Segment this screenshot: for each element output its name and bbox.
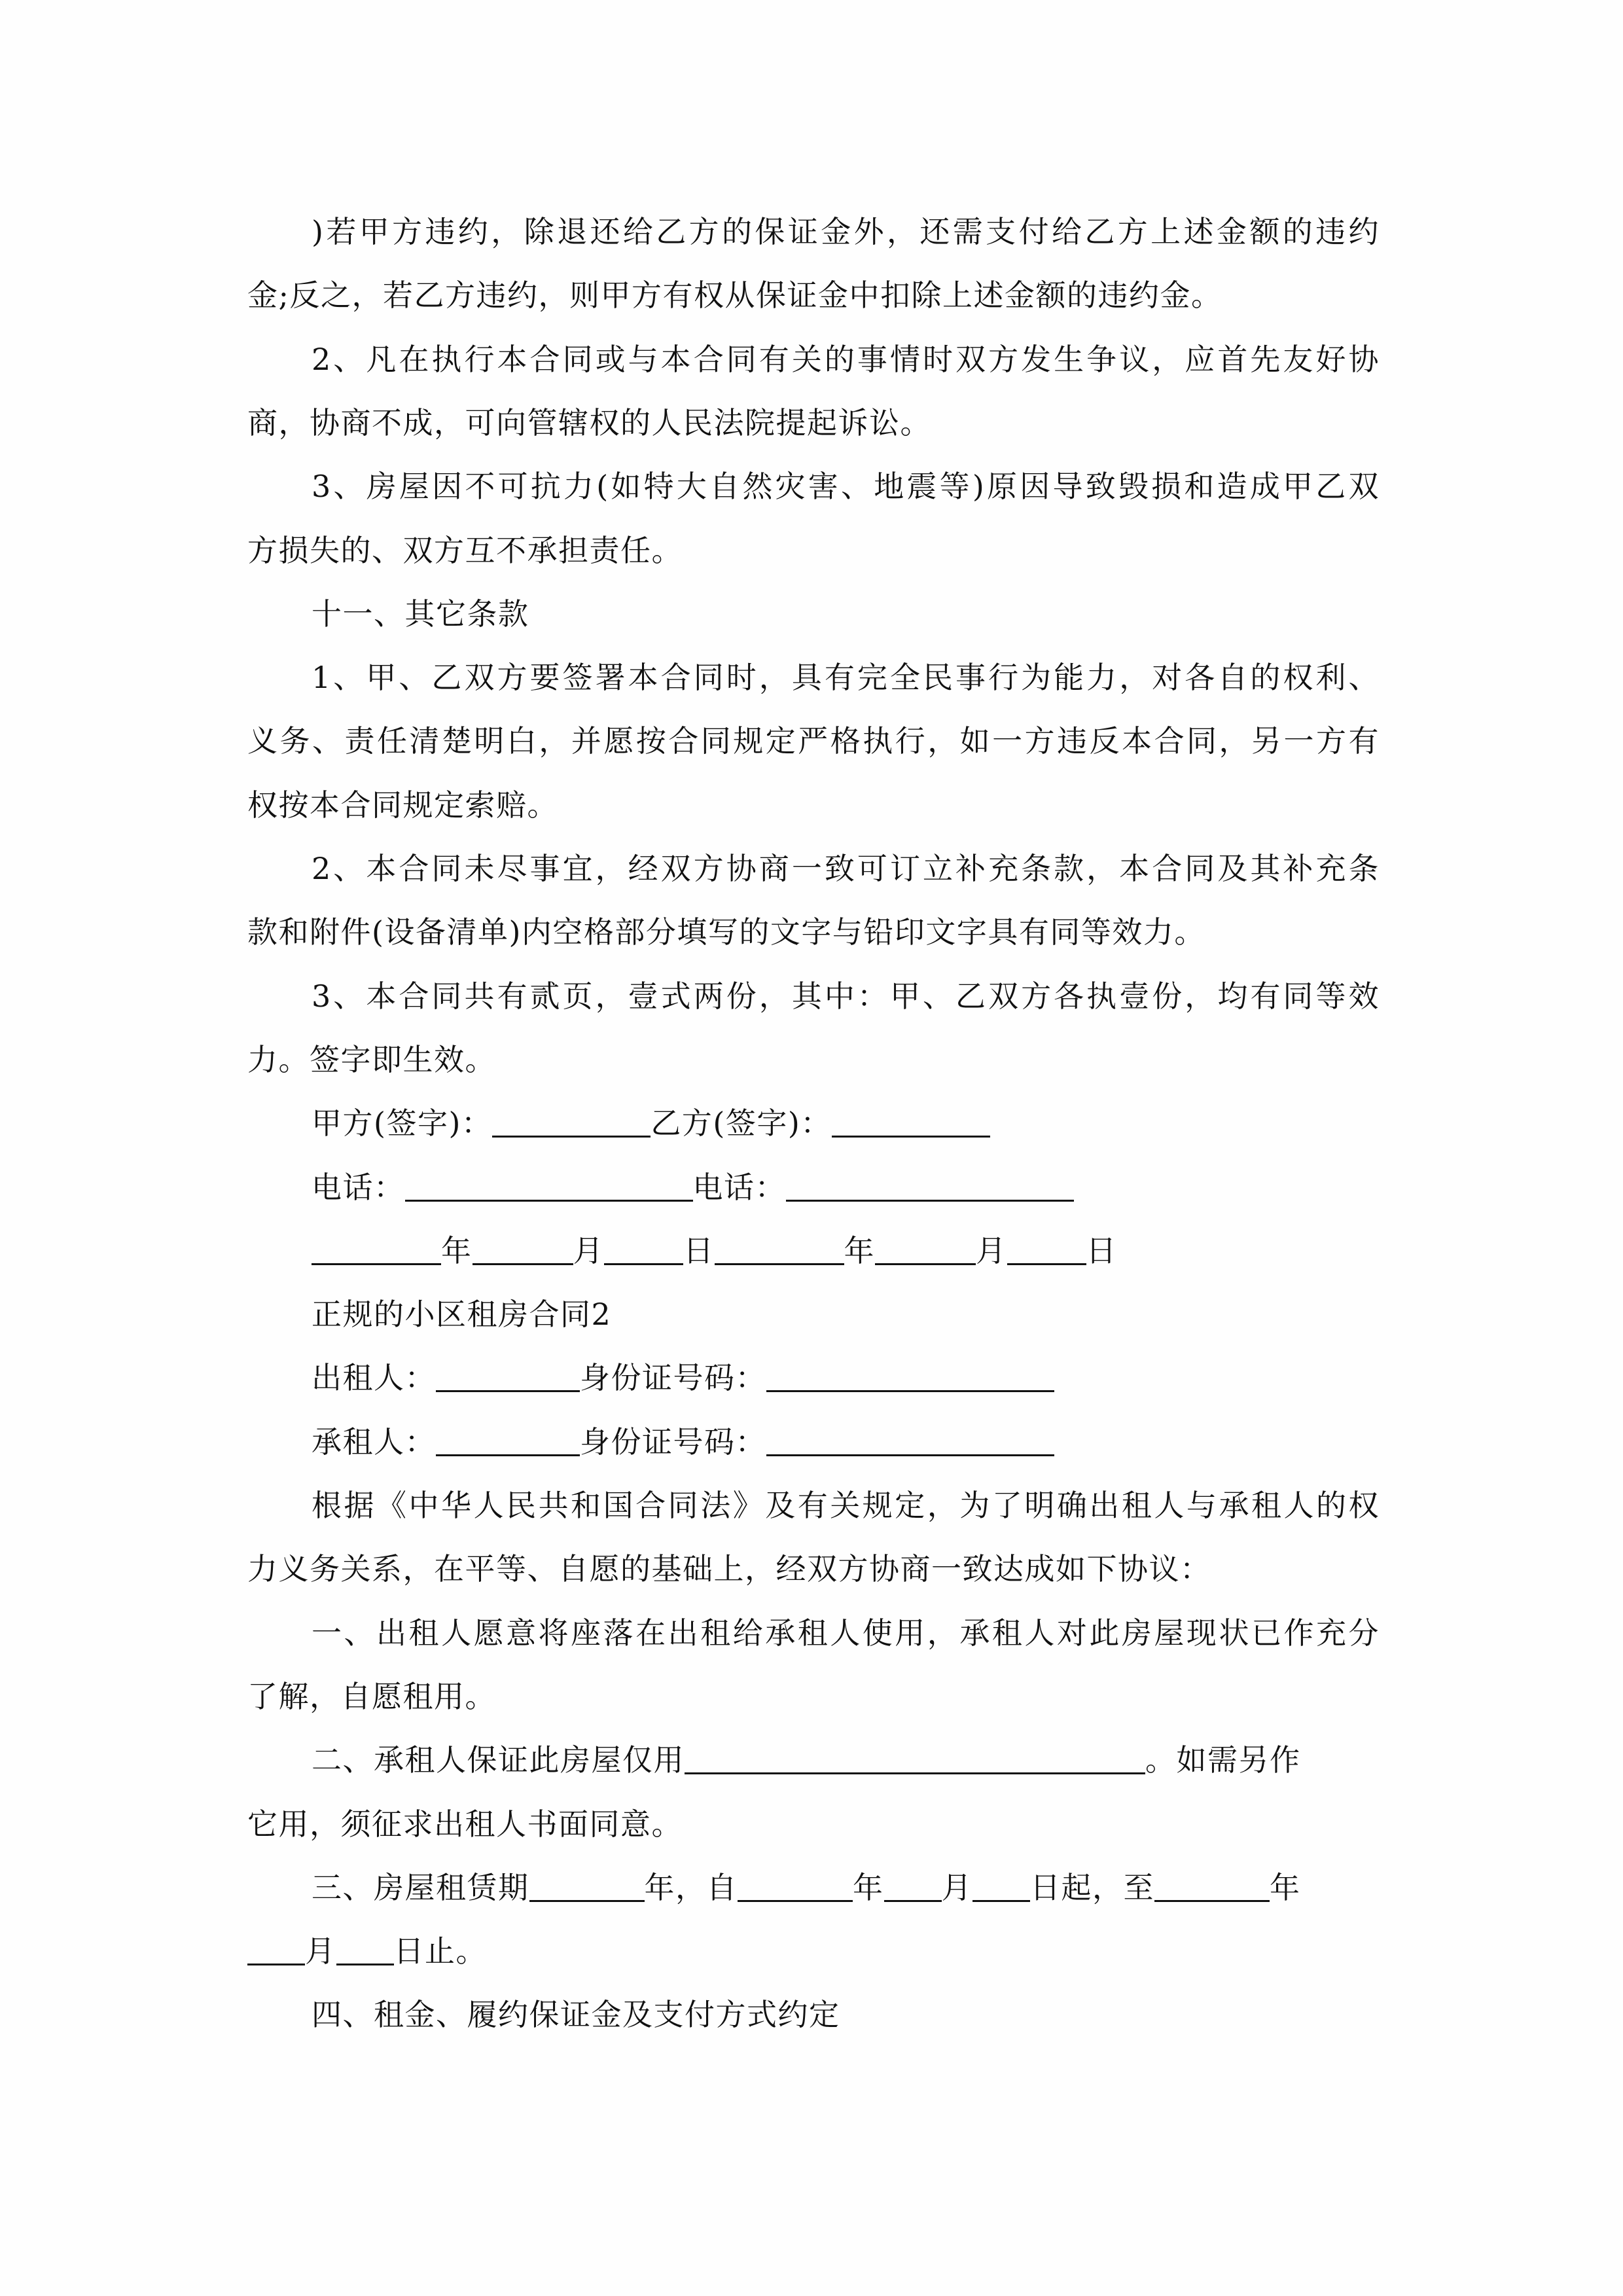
field-label: 年 [844, 1232, 875, 1268]
line-text: 3、房屋因不可抗力(如特大自然灾害、地震等)原因导致毁损和造成甲乙双 [312, 469, 1380, 505]
blank-fill-line[interactable] [1154, 1870, 1270, 1902]
blank-fill-line[interactable] [312, 1233, 441, 1265]
text-line [312, 463, 1380, 510]
text-line [247, 1673, 1380, 1720]
line-text: 商，协商不成，可向管辖权的人民法院提起诉讼。 [247, 404, 931, 440]
field-label: 。如需另作 [1145, 1742, 1301, 1778]
text-line [312, 1609, 1380, 1657]
blank-fill-line[interactable] [766, 1360, 1054, 1392]
field-label: 承租人： [312, 1424, 436, 1460]
line-text: 金;反之，若乙方违约，则甲方有权从保证金中扣除上述金额的违约金。 [247, 278, 1222, 314]
blank-fill-line[interactable] [972, 1870, 1030, 1902]
line-text: 权按本合同规定索赔。 [247, 787, 558, 823]
form-line [312, 1164, 1380, 1211]
line-text: 力。签字即生效。 [247, 1041, 496, 1077]
form-line [312, 1864, 1380, 1911]
text-line [312, 1482, 1380, 1529]
field-label: 乙方(签字)： [651, 1105, 832, 1141]
blank-fill-line[interactable] [786, 1170, 1074, 1202]
blank-fill-line[interactable] [436, 1424, 580, 1456]
text-line [247, 717, 1380, 764]
field-label: 日起，至 [1030, 1869, 1154, 1905]
line-text: 四、租金、履约保证金及支付方式约定 [312, 1997, 840, 2033]
field-label: 月 [305, 1933, 336, 1969]
form-line [312, 1354, 1380, 1401]
line-text: 一、出租人愿意将座落在出租给承租人使用，承租人对此房屋现状已作充分 [312, 1615, 1380, 1651]
field-label: 身份证号码： [580, 1360, 766, 1396]
text-line [247, 781, 1380, 829]
blank-fill-line[interactable] [529, 1870, 645, 1902]
line-text: 正规的小区租房合同2 [312, 1297, 612, 1333]
line-text: 2、凡在执行本合同或与本合同有关的事情时双方发生争议，应首先友好协 [312, 341, 1380, 377]
blank-fill-line[interactable] [1007, 1233, 1086, 1265]
field-label: 年 [441, 1232, 473, 1268]
text-line [312, 973, 1380, 1020]
line-text: 它用，须征求出租人书面同意。 [247, 1806, 683, 1842]
text-line [312, 654, 1380, 701]
field-label: 身份证号码： [580, 1424, 766, 1460]
line-text: 根据《中华人民共和国合同法》及有关规定，为了明确出租人与承租人的权 [312, 1488, 1380, 1523]
field-label: 月 [573, 1232, 604, 1268]
text-line [312, 1991, 1380, 2038]
line-text: 2、本合同未尽事宜，经双方协商一致可订立补充条款，本合同及其补充条 [312, 851, 1380, 886]
text-line [247, 1036, 1380, 1083]
form-line [312, 1736, 1380, 1784]
field-label: 日 [1086, 1232, 1117, 1268]
text-line [247, 1545, 1380, 1592]
field-label: 月 [941, 1869, 972, 1905]
field-label: 日 [683, 1232, 715, 1268]
field-label: 月 [976, 1232, 1007, 1268]
text-line [312, 1291, 1380, 1338]
text-line [312, 208, 1380, 255]
text-line [312, 845, 1380, 892]
line-text: )若甲方违约，除退还给乙方的保证金外，还需支付给乙方上述金额的违约 [312, 214, 1380, 249]
field-label: 甲方(签字)： [312, 1105, 493, 1141]
field-label: 年，自 [644, 1869, 738, 1905]
blank-fill-line[interactable] [336, 1933, 394, 1965]
blank-fill-line[interactable] [875, 1233, 976, 1265]
blank-fill-line[interactable] [715, 1233, 844, 1265]
form-line [312, 1100, 1380, 1147]
field-label: 电话： [312, 1169, 405, 1205]
line-text: 了解，自愿租用。 [247, 1678, 496, 1714]
line-text: 方损失的、双方互不承担责任。 [247, 532, 683, 568]
field-label: 电话： [692, 1169, 786, 1205]
field-label: 日止。 [393, 1933, 487, 1969]
blank-fill-line[interactable] [405, 1170, 693, 1202]
line-text: 款和附件(设备清单)内空格部分填写的文字与铅印文字具有同等效力。 [247, 914, 1205, 950]
text-line [312, 590, 1380, 637]
blank-fill-line[interactable] [247, 1933, 305, 1965]
field-label: 三、房屋租赁期 [312, 1869, 529, 1905]
text-line [247, 272, 1380, 319]
field-label: 年 [853, 1869, 884, 1905]
blank-fill-line[interactable] [738, 1870, 853, 1902]
blank-fill-line[interactable] [884, 1870, 942, 1902]
blank-fill-line[interactable] [832, 1105, 990, 1138]
form-line [247, 1928, 1380, 1975]
field-label: 年 [1270, 1869, 1301, 1905]
line-text: 1、甲、乙双方要签署本合同时，具有完全民事行为能力，对各自的权利、 [312, 660, 1380, 696]
text-line [247, 527, 1380, 574]
text-line [247, 399, 1380, 446]
blank-fill-line[interactable] [492, 1105, 651, 1138]
text-line [312, 336, 1380, 383]
blank-fill-line[interactable] [473, 1233, 573, 1265]
form-line [312, 1418, 1380, 1465]
line-text: 力义务关系，在平等、自愿的基础上，经双方协商一致达成如下协议： [247, 1551, 1211, 1587]
text-line [247, 908, 1380, 956]
blank-fill-line[interactable] [766, 1424, 1054, 1456]
text-line [247, 1801, 1380, 1848]
blank-fill-line[interactable] [436, 1360, 580, 1392]
field-label: 二、承租人保证此房屋仅用 [312, 1742, 685, 1778]
field-label: 出租人： [312, 1360, 436, 1396]
form-line [312, 1227, 1380, 1274]
blank-fill-line[interactable] [685, 1742, 1145, 1774]
blank-fill-line[interactable] [604, 1233, 683, 1265]
line-text: 十一、其它条款 [312, 596, 529, 632]
line-text: 3、本合同共有贰页，壹式两份，其中：甲、乙双方各执壹份，均有同等效 [312, 978, 1380, 1014]
line-text: 义务、责任清楚明白，并愿按合同规定严格执行，如一方违反本合同，另一方有 [247, 723, 1380, 759]
